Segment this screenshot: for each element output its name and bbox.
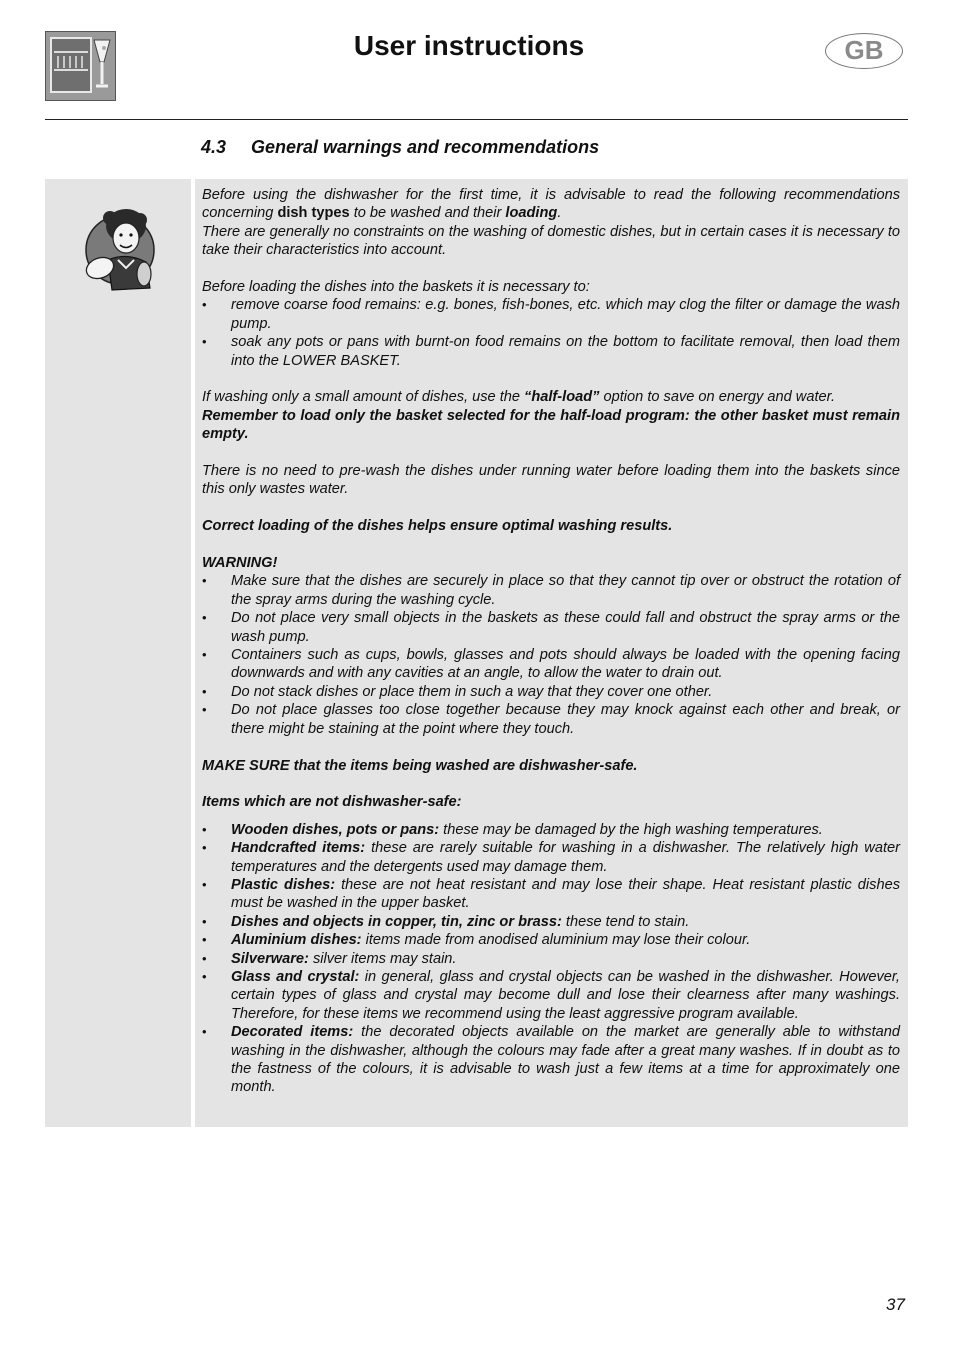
warning-list [202, 572, 900, 738]
item-term: Plastic dishes: [231, 876, 336, 893]
list-item [202, 1023, 900, 1097]
loading-term: loading [505, 205, 558, 222]
page-title: User instructions [353, 30, 585, 61]
list-item: • Do not place glasses too close together because they may knock against each other and break, or there might be staining at the point where they touch. [202, 701, 900, 738]
list-item: • Do not stack dishes or place them in such a way that they cover one other. [202, 683, 900, 701]
not-safe-heading-text: Items which are not dishwasher-safe: [202, 794, 462, 811]
intro-text: Before using the dishwasher for the first time, it is advisable to read the following recommendations concerning [202, 187, 900, 222]
item-text: these tend to stain. [561, 913, 690, 930]
list-item [202, 839, 900, 876]
item-text: items made from anodised aluminium may lose their colour. [361, 932, 751, 949]
half-load-paragraph [202, 388, 900, 406]
list-item: • Containers such as cups, bowls, glasses and pots should always be loaded with the opening facing downwards and with any cavities at an angle, to allow the water to drain out. [202, 646, 900, 683]
half-load-text-2: option to save on energy and water. [599, 389, 835, 406]
language-badge: GB [825, 33, 903, 69]
dishwasher-safe-note [202, 757, 900, 775]
dish-types-term: dish types [277, 205, 350, 222]
page-number: 37 [886, 1295, 905, 1314]
intro-period: . [557, 205, 562, 222]
item-text: these may be damaged by the high washing temperatures. [439, 821, 823, 838]
list-item [202, 931, 900, 949]
list-item: • Make sure that the dishes are securely in place so that they cannot tip over or obstruct the rotation of the spray arms during the washing cycle. [202, 572, 900, 609]
half-load-note [202, 407, 900, 444]
chef-with-plates-icon [84, 204, 162, 296]
half-load-term: “half-load” [524, 389, 600, 406]
item-term: Glass and crystal: [231, 968, 360, 985]
section-number: 4.3 [201, 137, 227, 157]
list-item [202, 913, 900, 931]
item-term: Dishes and objects in copper, tin, zinc or brass: [231, 913, 562, 930]
item-text: these are not heat resistant and may lose their shape. Heat resistant plastic dishes must be washed in the upper basket. [231, 876, 900, 912]
list-item [202, 876, 900, 913]
item-text: these are rarely suitable for washing in a dishwasher. The relatively high water temperatures and the detergents used may damage them. [231, 840, 900, 875]
correct-loading-note [202, 517, 900, 535]
item-term: Handcrafted items: [231, 840, 366, 857]
header-divider [45, 119, 908, 120]
before-loading-lead: Before loading the dishes into the baskets it is necessary to: [202, 279, 590, 296]
constraints-paragraph: There are generally no constraints on the washing of domestic dishes, but in certain cases it is necessary to take their characteristics into account. [202, 223, 900, 259]
list-item: • remove coarse food remains: e.g. bones, fish-bones, etc. which may clog the filter or damage the wash pump. [202, 296, 900, 333]
correct-loading-text: Correct loading of the dishes helps ensure optimal washing results. [202, 518, 673, 535]
item-text: the decorated objects available on the market are generally able to withstand washing in the dishwasher, although the colours may fade after a great many washes. If in doubt as to the fastness of the colours, it is advisable to wash just a few items at a time for approximately one month. [231, 1024, 900, 1096]
list-item [202, 968, 900, 1023]
list-item: • soak any pots or pans with burnt-on food remains on the bottom to facilitate removal, then load them into the LOWER BASKET. [202, 333, 900, 370]
not-safe-heading [202, 793, 900, 811]
intro-text-2: to be washed and their [349, 205, 506, 222]
half-load-bold: Remember to load only the basket selected for the half-load program: the other basket must remain empty. [202, 407, 900, 443]
list-item [202, 950, 900, 968]
half-load-text: If washing only a small amount of dishes, use the [202, 389, 525, 406]
dishwasher-safe-text: MAKE SURE that the items being washed are dishwasher-safe. [202, 757, 638, 774]
instructions-text [202, 186, 900, 1097]
item-term: Decorated items: [231, 1024, 354, 1041]
item-text: silver items may stain. [308, 950, 457, 967]
intro-paragraph [202, 186, 900, 223]
list-item: • Do not place very small objects in the baskets as these could fall and obstruct the spray arms or the wash pump. [202, 609, 900, 646]
illustration-panel [45, 179, 191, 1127]
prewash-paragraph: There is no need to pre-wash the dishes under running water before loading them into the baskets since this only wastes water. [202, 463, 900, 498]
item-term: Wooden dishes, pots or pans: [231, 821, 440, 838]
warning-heading-text: WARNING! [202, 555, 278, 572]
section-title: General warnings and recommendations [251, 137, 600, 157]
item-term: Silverware: [231, 950, 309, 967]
item-text: in general, glass and crystal objects can be washed in the dishwasher. However, certain types of glass and crystal may become dull and lose their clearness after many washings. Therefore, for these items we recommend using the least aggressive program available. [231, 968, 900, 1022]
warning-heading [202, 554, 900, 572]
not-safe-list [202, 821, 900, 1097]
list-item [202, 821, 900, 839]
section-heading [201, 137, 599, 158]
before-loading-list [202, 296, 900, 370]
item-term: Aluminium dishes: [231, 932, 362, 949]
